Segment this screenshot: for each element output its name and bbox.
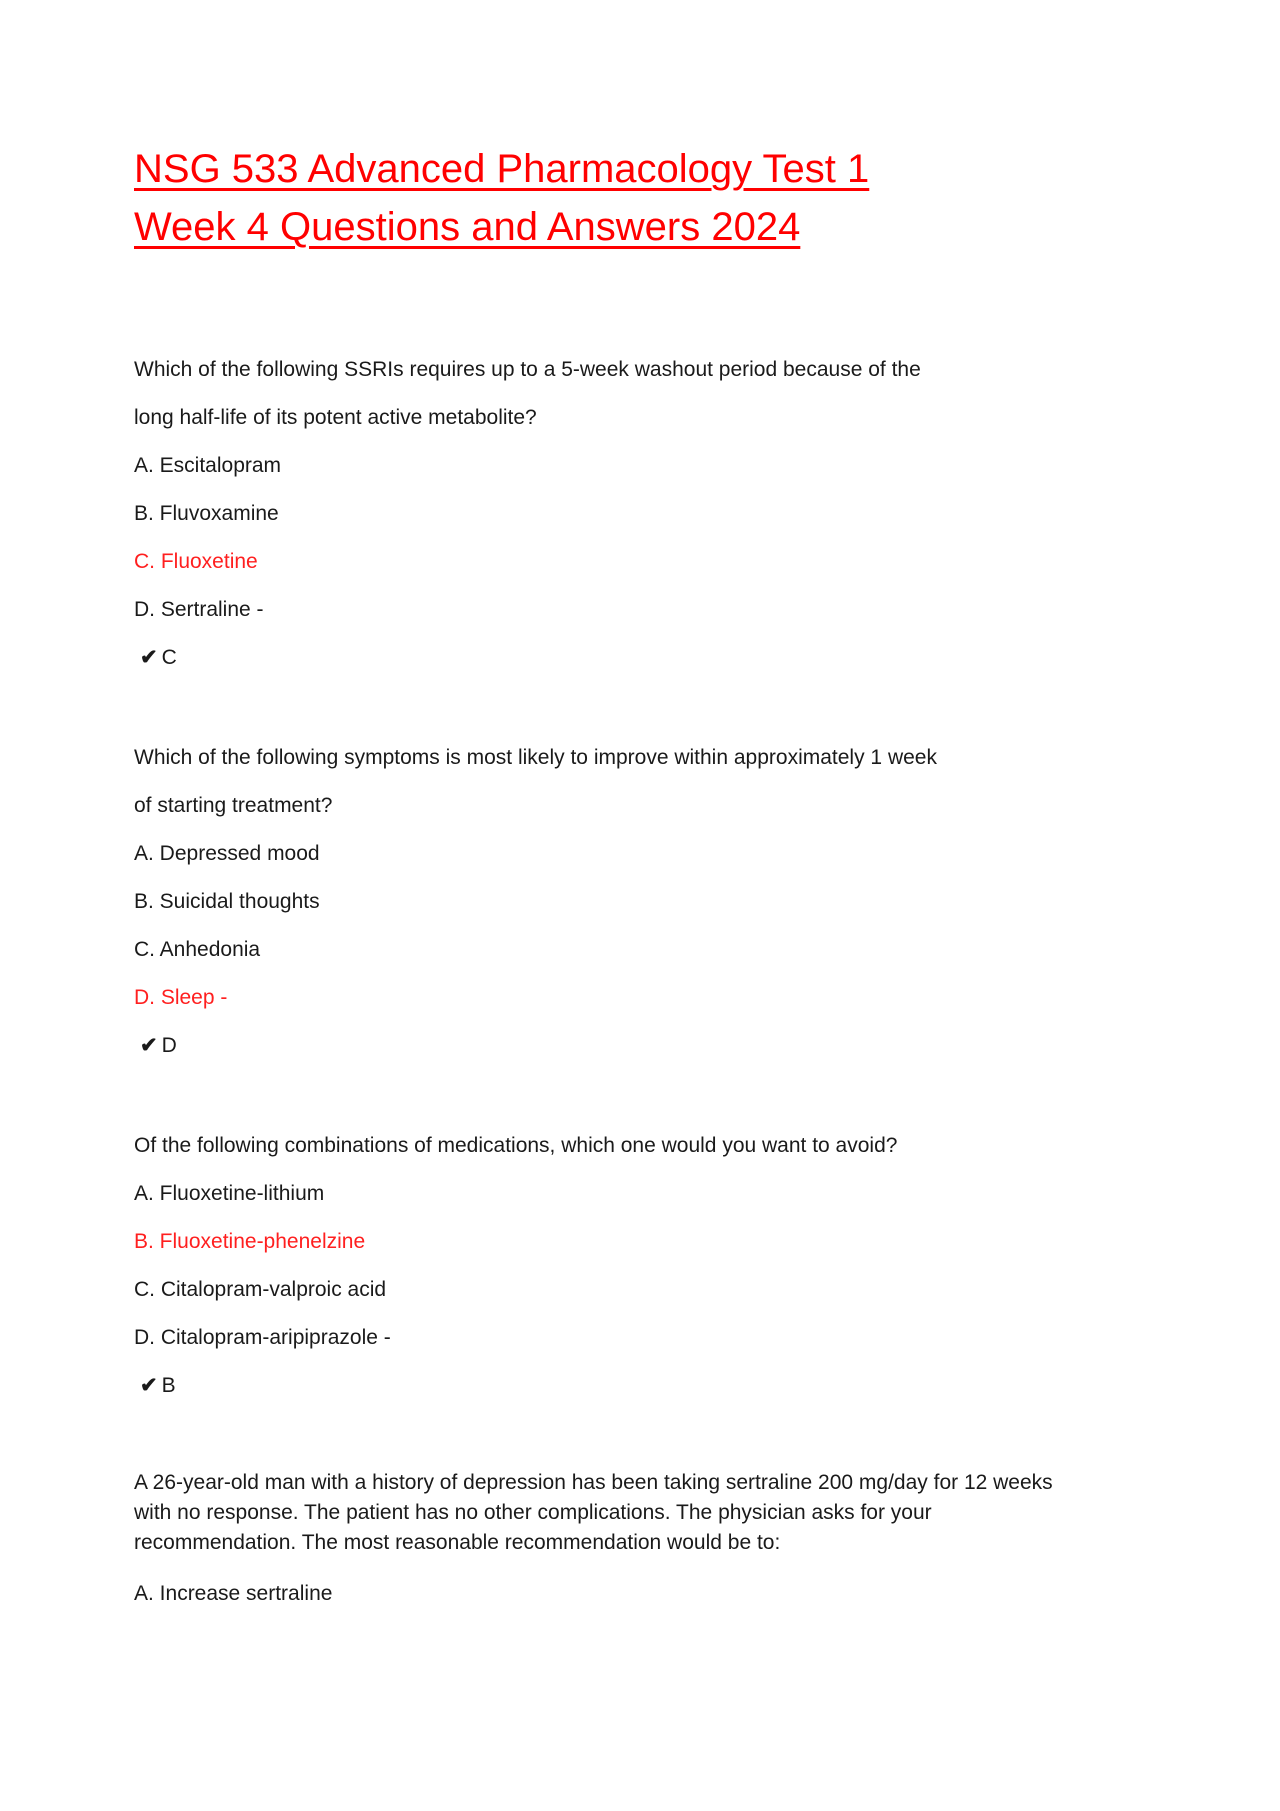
answer-option-d: D. Citalopram-aripiprazole - xyxy=(134,1326,391,1349)
answer-option-b: B. Fluvoxamine xyxy=(134,502,279,525)
question-stem-line: recommendation. The most reasonable recommendation would be to: xyxy=(134,1531,781,1554)
check-icon: ✔ xyxy=(140,646,158,669)
answer-option-c: C. Citalopram-valproic acid xyxy=(134,1278,387,1301)
question-stem-line: long half-life of its potent active metabolite? xyxy=(134,406,537,429)
answer-option-c: C. Fluoxetine xyxy=(134,550,258,573)
question-block-4 xyxy=(134,1468,1220,1618)
answer-letter: B xyxy=(161,1374,176,1397)
question-block-2 xyxy=(134,734,1220,1070)
answer-option-a: A. Depressed mood xyxy=(134,842,320,865)
question-stem-line: Which of the following symptoms is most likely to improve within approximately 1 week xyxy=(134,746,937,769)
document-title xyxy=(134,140,1220,256)
question-stem-line: Which of the following SSRIs requires up to a 5-week washout period because of the xyxy=(134,358,921,381)
answer-option-c: C. Anhedonia xyxy=(134,938,261,961)
answer-letter: C xyxy=(161,646,177,669)
answer-letter: D xyxy=(161,1034,177,1057)
question-block-1 xyxy=(134,346,1220,682)
answer-option-a: A. Increase sertraline xyxy=(134,1582,333,1605)
answer-option-b: B. Fluoxetine-phenelzine xyxy=(134,1230,366,1253)
answer-option-d: D. Sleep - xyxy=(134,986,228,1009)
answer-option-b: B. Suicidal thoughts xyxy=(134,890,320,913)
question-stem-line: Of the following combinations of medications, which one would you want to avoid? xyxy=(134,1134,898,1157)
answer-option-a: A. Fluoxetine-lithium xyxy=(134,1182,325,1205)
answer-option-a: A. Escitalopram xyxy=(134,454,282,477)
check-icon: ✔ xyxy=(140,1374,158,1397)
correct-answer-line xyxy=(134,1022,1220,1070)
question-stem-line: A 26-year-old man with a history of depression has been taking sertraline 200 mg/day for 12 weeks xyxy=(134,1471,1053,1494)
question-block-3 xyxy=(134,1122,1220,1410)
question-stem-line: with no response. The patient has no other complications. The physician asks for your xyxy=(134,1501,932,1524)
question-stem-line: of starting treatment? xyxy=(134,794,333,817)
correct-answer-line xyxy=(134,1362,1220,1410)
title-line-2: Week 4 Questions and Answers 2024 xyxy=(134,205,801,249)
correct-answer-line xyxy=(134,634,1220,682)
answer-option-d: D. Sertraline - xyxy=(134,598,264,621)
check-icon: ✔ xyxy=(140,1034,158,1057)
title-line-1: NSG 533 Advanced Pharmacology Test 1 xyxy=(134,147,870,191)
